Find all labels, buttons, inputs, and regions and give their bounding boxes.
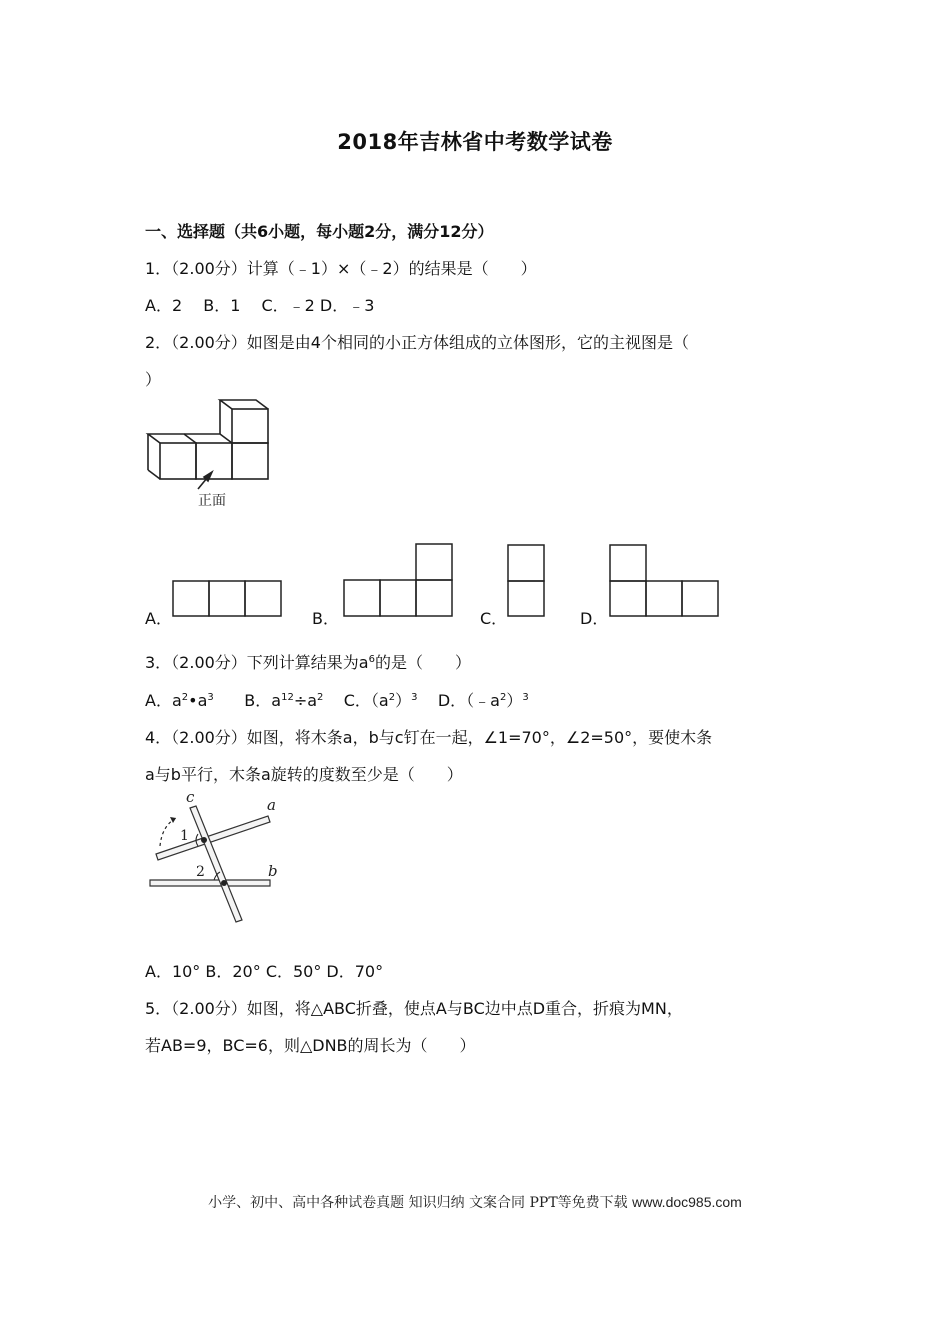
- question-2-stem-line1: 2．（2.00分）如图是由4个相同的小正方体组成的立体图形，它的主视图是（: [145, 333, 689, 352]
- question-4-stem-line1: 4．（2.00分）如图，将木条a，b与c钉在一起，∠1=70°，∠2=50°，要使木条: [145, 728, 713, 747]
- question-2-option-b-figure: [343, 543, 455, 618]
- question-2-stem-line2: ）: [145, 370, 162, 389]
- question-4-label-angle2: 2: [196, 864, 205, 880]
- question-4-label-c: c: [186, 788, 195, 806]
- question-3-option-b: B．$a^{12}\div a^2$: [244, 691, 324, 710]
- question-4-label-a: a: [267, 796, 276, 814]
- section-heading: 一、选择题（共6小题，每小题2分，满分12分）: [145, 222, 494, 241]
- question-5-stem-line1: 5．（2.00分）如图，将△ABC折叠，使点A与BC边中点D重合，折痕为MN，: [145, 999, 683, 1018]
- question-5-stem-line2: 若AB=9，BC=6，则△DNB的周长为（ ）: [145, 1036, 476, 1055]
- footer-text: 小学、初中、高中各种试卷真题 知识归纳 文案合同 PPT等免费下载: [208, 1195, 633, 1211]
- footer-url[interactable]: www.doc985.com: [632, 1194, 742, 1210]
- question-2-option-d-label: D．: [580, 609, 609, 628]
- question-3-option-c: C．$(a^2)^3$: [343, 691, 418, 710]
- question-3-option-d: D．$(﹣a^2)^3$: [437, 691, 529, 710]
- question-2-option-c-figure: [507, 544, 547, 618]
- question-2-option-c-label: C．: [480, 609, 508, 628]
- page-footer: [0, 1192, 950, 1212]
- question-2-figure-label: 正面: [198, 493, 226, 509]
- question-1-stem: 1．（2.00分）计算（﹣1）×（﹣2）的结果是（ ）: [145, 259, 537, 278]
- question-1-options: A．2 B．1 C．﹣2 D．﹣3: [145, 296, 375, 315]
- question-2-option-d-figure: [609, 544, 721, 618]
- question-3-option-a: A．$a^2•a^3$: [145, 691, 214, 710]
- question-4-options: A．10° B．20° C．50° D．70°: [145, 962, 384, 981]
- page-title: 2018年吉林省中考数学试卷: [337, 130, 613, 154]
- question-4-label-angle1: 1: [180, 828, 189, 844]
- question-3-options: [145, 688, 529, 711]
- question-4-label-b: b: [268, 862, 278, 880]
- question-2-cube-figure: [140, 398, 280, 513]
- question-2-option-b-label: B．: [312, 609, 339, 628]
- question-2-option-a-label: A．: [145, 609, 172, 628]
- question-4-sticks-figure: [140, 790, 290, 925]
- question-3-stem: 3．（2.00分）下列计算结果为$a^6$的是（ ）: [145, 653, 472, 672]
- question-2-option-a-figure: [172, 580, 284, 618]
- question-4-stem-line2: a与b平行，木条a旋转的度数至少是（ ）: [145, 765, 463, 784]
